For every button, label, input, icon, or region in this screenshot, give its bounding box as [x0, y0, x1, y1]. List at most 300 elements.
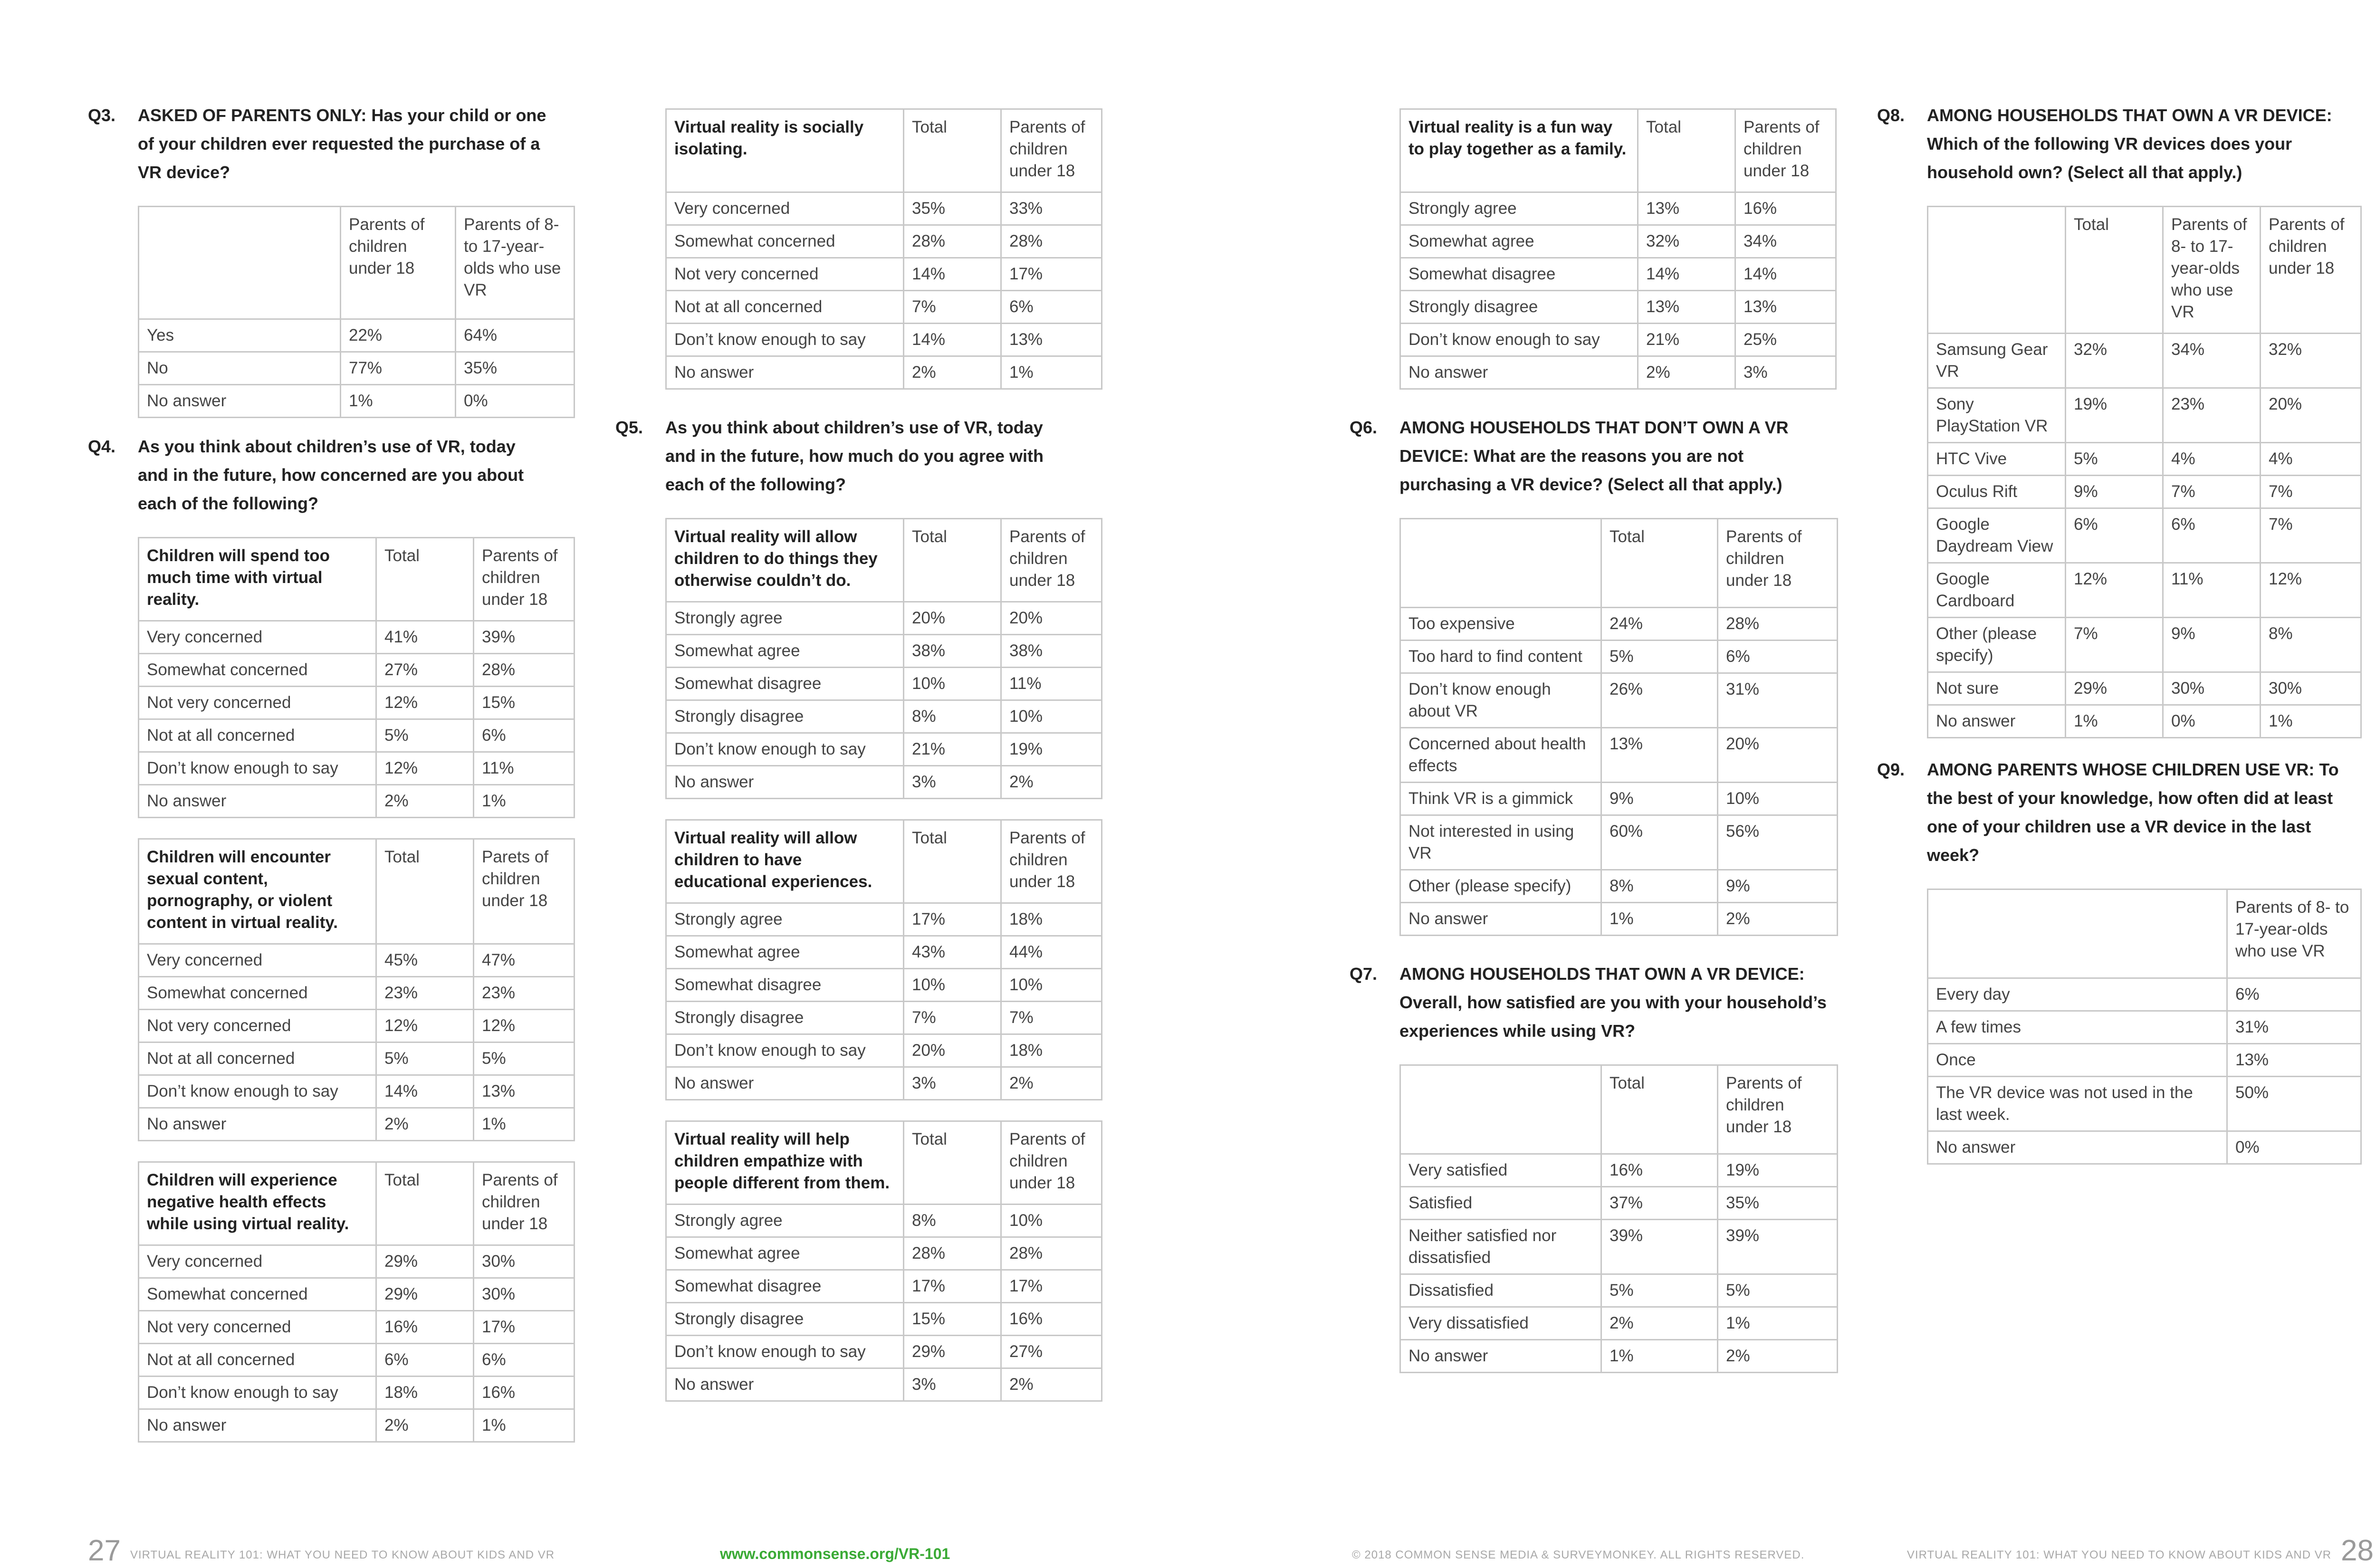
row-label: Think VR is a gimmick: [1400, 783, 1601, 815]
header-cell: Total: [376, 839, 474, 944]
row-label: Once: [1928, 1044, 2227, 1077]
table-row: [666, 1034, 1102, 1067]
table-row: [1400, 870, 1838, 903]
row-label: No answer: [666, 356, 904, 389]
header-cell: Total: [376, 538, 474, 621]
row-value: 1%: [474, 785, 575, 818]
row-label: Not at all concerned: [139, 1042, 376, 1075]
row-label: No answer: [1400, 903, 1601, 936]
table-row: [1400, 192, 1836, 225]
row-value: 2%: [376, 1409, 474, 1442]
row-label: Sony PlayStation VR: [1928, 388, 2066, 443]
publication-title: VIRTUAL REALITY 101: WHAT YOU NEED TO KNOW ABOUT KIDS AND VR: [130, 1549, 555, 1561]
row-label: No: [139, 352, 341, 385]
table-row: [666, 324, 1102, 356]
table-row: [1400, 291, 1836, 324]
row-value: 20%: [904, 1034, 1001, 1067]
row-value: 7%: [904, 291, 1001, 324]
row-value: 35%: [904, 192, 1001, 225]
row-label: Not at all concerned: [666, 291, 904, 324]
q6-table: [1399, 518, 1838, 936]
page-number: 28: [2341, 1534, 2374, 1567]
row-value: 28%: [1001, 225, 1102, 258]
header-cell: Parents of children under 18: [474, 1162, 575, 1245]
table-row: [666, 291, 1102, 324]
table-header-row: [139, 538, 575, 621]
row-value: 16%: [1001, 1303, 1102, 1336]
row-value: 5%: [376, 719, 474, 752]
table-header-row: [1928, 207, 2361, 334]
table-header-row: [1928, 889, 2361, 978]
row-value: 2%: [1001, 1368, 1102, 1401]
row-label: No answer: [1928, 705, 2066, 738]
row-value: 1%: [474, 1409, 575, 1442]
table-row: [1400, 608, 1838, 641]
row-value: 2%: [1718, 903, 1838, 936]
header-cell: Parents of children under 18: [1718, 519, 1838, 608]
row-value: 1%: [341, 385, 456, 418]
q5-table-3: [665, 1120, 1102, 1402]
header-cell: Total: [1638, 109, 1735, 192]
row-label: Don’t know enough about VR: [1400, 673, 1601, 728]
row-value: 1%: [1718, 1307, 1838, 1340]
table-row: [1928, 1011, 2361, 1044]
header-cell: Parents of children under 18: [1001, 109, 1102, 192]
row-value: 6%: [376, 1344, 474, 1377]
row-label: Somewhat agree: [666, 936, 904, 969]
row-value: 35%: [1718, 1187, 1838, 1220]
table-row: [1400, 225, 1836, 258]
row-value: 32%: [2066, 334, 2163, 388]
row-label: Very concerned: [139, 621, 376, 654]
question-text: AMONG PARENTS WHOSE CHILDREN USE VR: To the best of your knowledge, how often did at least one of your children use a VR device in the last week?: [1927, 760, 2339, 865]
row-label: Strongly agree: [666, 602, 904, 635]
row-value: 7%: [2163, 476, 2261, 508]
table-row: [666, 225, 1102, 258]
header-cell: Total: [1601, 519, 1718, 608]
statement-cell: Virtual reality is socially isolating.: [666, 109, 904, 192]
header-cell: Parets of children under 18: [474, 839, 575, 944]
row-value: 7%: [904, 1002, 1001, 1034]
row-value: 17%: [1001, 1270, 1102, 1303]
question-number: Q8.: [1877, 105, 1905, 125]
table-row: [139, 1108, 575, 1141]
row-value: 2%: [1001, 1067, 1102, 1100]
row-value: 32%: [2261, 334, 2361, 388]
table-row: [1928, 1131, 2361, 1164]
row-label: Very satisfied: [1400, 1154, 1601, 1187]
header-cell: Parents of children under 18: [1001, 1121, 1102, 1205]
row-value: 14%: [376, 1075, 474, 1108]
header-cell: Parents of 8- to 17-year-olds who use VR: [2163, 207, 2261, 334]
question-number: Q5.: [615, 418, 643, 437]
question-number: Q3.: [88, 105, 116, 125]
row-value: 7%: [2261, 476, 2361, 508]
row-label: No answer: [1400, 356, 1638, 389]
row-label: Strongly disagree: [666, 1002, 904, 1034]
table-header-row: [666, 109, 1102, 192]
row-value: 6%: [1718, 641, 1838, 673]
row-label: Somewhat concerned: [139, 1278, 376, 1311]
q8-table: [1927, 206, 2362, 738]
row-value: 18%: [1001, 903, 1102, 936]
table-row: [139, 977, 575, 1010]
row-value: 16%: [376, 1311, 474, 1344]
row-value: 9%: [1601, 783, 1718, 815]
footer-right: [1907, 1528, 2374, 1566]
table-row: [1400, 783, 1838, 815]
row-value: 20%: [2261, 388, 2361, 443]
row-value: 5%: [1601, 641, 1718, 673]
header-cell: Parents of children under 18: [341, 207, 456, 319]
row-label: Don’t know enough to say: [666, 324, 904, 356]
table-row: [139, 752, 575, 785]
row-value: 45%: [376, 944, 474, 977]
table-row: [139, 1010, 575, 1042]
table-row: [1400, 903, 1838, 936]
row-label: A few times: [1928, 1011, 2227, 1044]
row-value: 24%: [1601, 608, 1718, 641]
row-value: 8%: [1601, 870, 1718, 903]
q4-table-4: [665, 108, 1102, 390]
table-row: [666, 602, 1102, 635]
table-header-row: [139, 839, 575, 944]
row-value: 2%: [1001, 766, 1102, 799]
q5-block: [615, 413, 1105, 1402]
row-value: 11%: [474, 752, 575, 785]
table-row: [1400, 1340, 1838, 1373]
website-link[interactable]: www.commonsense.org/VR-101: [720, 1545, 950, 1562]
row-value: 16%: [1735, 192, 1836, 225]
row-value: 8%: [904, 700, 1001, 733]
row-label: Too hard to find content: [1400, 641, 1601, 673]
table-row: [666, 700, 1102, 733]
row-label: Very concerned: [139, 944, 376, 977]
table-row: [139, 1278, 575, 1311]
row-value: 38%: [1001, 635, 1102, 668]
footer-left: [88, 1528, 555, 1566]
publication-title: VIRTUAL REALITY 101: WHAT YOU NEED TO KNOW ABOUT KIDS AND VR: [1907, 1549, 2332, 1561]
row-value: 11%: [1001, 668, 1102, 700]
row-label: Google Daydream View: [1928, 508, 2066, 563]
row-value: 13%: [1601, 728, 1718, 783]
header-cell: Total: [2066, 207, 2163, 334]
row-label: Don’t know enough to say: [1400, 324, 1638, 356]
row-label: Don’t know enough to say: [666, 1034, 904, 1067]
row-value: 14%: [1735, 258, 1836, 291]
row-value: 26%: [1601, 673, 1718, 728]
question-text: AMONG HOUSEHOLDS THAT OWN A VR DEVICE: Which of the following VR devices does your household own? (Select all that apply.): [1927, 105, 2332, 182]
row-value: 23%: [376, 977, 474, 1010]
row-value: 18%: [1001, 1034, 1102, 1067]
row-value: 13%: [1001, 324, 1102, 356]
row-value: 33%: [1001, 192, 1102, 225]
header-cell: [1928, 207, 2066, 334]
row-label: Not interested in using VR: [1400, 815, 1601, 870]
footer-copyright-wrap: [1352, 1528, 1804, 1566]
header-cell: Total: [904, 109, 1001, 192]
row-value: 1%: [2066, 705, 2163, 738]
table-row: [1928, 388, 2361, 443]
row-value: 43%: [904, 936, 1001, 969]
row-value: 8%: [904, 1205, 1001, 1237]
row-value: 31%: [2227, 1011, 2361, 1044]
row-value: 21%: [1638, 324, 1735, 356]
row-value: 16%: [474, 1377, 575, 1409]
table-row: [1928, 978, 2361, 1011]
row-label: Very concerned: [666, 192, 904, 225]
row-label: Other (please specify): [1928, 618, 2066, 672]
header-cell: [1400, 1065, 1601, 1154]
row-value: 7%: [2066, 618, 2163, 672]
row-value: 35%: [456, 352, 575, 385]
row-label: Other (please specify): [1400, 870, 1601, 903]
row-label: Strongly disagree: [666, 1303, 904, 1336]
table-row: [139, 1042, 575, 1075]
row-value: 5%: [1601, 1274, 1718, 1307]
table-row: [1400, 1307, 1838, 1340]
row-label: Too expensive: [1400, 608, 1601, 641]
statement-cell: Children will experience negative health effects while using virtual reality.: [139, 1162, 376, 1245]
row-label: Google Cardboard: [1928, 563, 2066, 618]
table-row: [139, 621, 575, 654]
row-value: 6%: [1001, 291, 1102, 324]
row-value: 22%: [341, 319, 456, 352]
row-value: 28%: [904, 225, 1001, 258]
row-value: 18%: [376, 1377, 474, 1409]
row-value: 10%: [1718, 783, 1838, 815]
row-value: 14%: [1638, 258, 1735, 291]
row-value: 28%: [1718, 608, 1838, 641]
table-row: [666, 1303, 1102, 1336]
row-value: 9%: [1718, 870, 1838, 903]
row-value: 34%: [1735, 225, 1836, 258]
question-text: AMONG HOUSEHOLDS THAT OWN A VR DEVICE: Overall, how satisfied are you with your household’s experiences while using VR?: [1399, 964, 1827, 1041]
table-row: [1928, 476, 2361, 508]
row-value: 4%: [2261, 443, 2361, 476]
row-value: 6%: [474, 719, 575, 752]
table-row: [1400, 324, 1836, 356]
q4-block: [88, 432, 577, 1443]
row-value: 6%: [2066, 508, 2163, 563]
row-value: 5%: [2066, 443, 2163, 476]
q9-block: [1877, 755, 2366, 1165]
row-value: 39%: [1601, 1220, 1718, 1274]
row-label: Don’t know enough to say: [139, 752, 376, 785]
row-value: 13%: [1735, 291, 1836, 324]
row-value: 1%: [474, 1108, 575, 1141]
header-cell: Total: [904, 1121, 1001, 1205]
header-cell: Parents of 8- to 17-year-olds who use VR: [456, 207, 575, 319]
row-value: 39%: [1718, 1220, 1838, 1274]
row-value: 56%: [1718, 815, 1838, 870]
row-label: Oculus Rift: [1928, 476, 2066, 508]
table-row: [1400, 1274, 1838, 1307]
row-value: 0%: [2227, 1131, 2361, 1164]
row-label: Somewhat concerned: [139, 977, 376, 1010]
row-label: No answer: [139, 785, 376, 818]
table-row: [666, 1067, 1102, 1100]
table-row: [666, 258, 1102, 291]
statement-cell: Virtual reality will allow children to do things they otherwise couldn’t do.: [666, 519, 904, 602]
q4-table-3: [138, 1161, 575, 1443]
row-label: Somewhat agree: [666, 635, 904, 668]
statement-cell: Virtual reality will allow children to have educational experiences.: [666, 820, 904, 903]
row-value: 6%: [2163, 508, 2261, 563]
table-row: [1400, 258, 1836, 291]
row-label: Somewhat disagree: [666, 1270, 904, 1303]
table-header-row: [1400, 519, 1838, 608]
row-label: Every day: [1928, 978, 2227, 1011]
row-value: 34%: [2163, 334, 2261, 388]
table-row: [1928, 618, 2361, 672]
row-value: 5%: [1718, 1274, 1838, 1307]
row-label: No answer: [139, 1409, 376, 1442]
row-label: Yes: [139, 319, 341, 352]
row-value: 28%: [474, 654, 575, 687]
row-label: HTC Vive: [1928, 443, 2066, 476]
row-label: Not very concerned: [139, 687, 376, 719]
header-cell: Parents of children under 18: [1001, 820, 1102, 903]
row-value: 64%: [456, 319, 575, 352]
row-label: Somewhat concerned: [139, 654, 376, 687]
row-value: 29%: [376, 1245, 474, 1278]
q7-table: [1399, 1064, 1838, 1373]
table-row: [666, 936, 1102, 969]
q4-table-1: [138, 537, 575, 818]
statement-cell: Children will spend too much time with virtual reality.: [139, 538, 376, 621]
row-value: 14%: [904, 258, 1001, 291]
copyright-text: © 2018 COMMON SENSE MEDIA & SURVEYMONKEY. ALL RIGHTS RESERVED.: [1352, 1549, 1805, 1561]
row-value: 17%: [904, 903, 1001, 936]
row-value: 17%: [904, 1270, 1001, 1303]
row-value: 30%: [474, 1245, 575, 1278]
page-number: 27: [88, 1534, 121, 1567]
row-value: 1%: [2261, 705, 2361, 738]
row-value: 3%: [904, 1067, 1001, 1100]
q3-table: [138, 206, 575, 418]
row-value: 7%: [2261, 508, 2361, 563]
row-label: Don’t know enough to say: [139, 1377, 376, 1409]
row-value: 10%: [904, 668, 1001, 700]
row-value: 11%: [2163, 563, 2261, 618]
row-value: 3%: [1735, 356, 1836, 389]
table-row: [1928, 443, 2361, 476]
question-number: Q9.: [1877, 760, 1905, 779]
table-row: [139, 1377, 575, 1409]
question-number: Q6.: [1350, 418, 1378, 437]
row-value: 21%: [904, 733, 1001, 766]
table-header-row: [1400, 1065, 1838, 1154]
row-value: 2%: [376, 1108, 474, 1141]
q5-table-1: [665, 518, 1102, 799]
question-text: As you think about children’s use of VR, today and in the future, how much do you agree with each of the following?: [665, 418, 1044, 494]
table-row: [666, 1336, 1102, 1368]
row-label: Don’t know enough to say: [139, 1075, 376, 1108]
table-row: [139, 319, 575, 352]
row-label: No answer: [1928, 1131, 2227, 1164]
row-value: 60%: [1601, 815, 1718, 870]
header-cell: Parents of children under 18: [2261, 207, 2361, 334]
row-value: 50%: [2227, 1077, 2361, 1131]
header-cell: [1928, 889, 2227, 978]
table-header-row: [139, 1162, 575, 1245]
header-cell: [1400, 519, 1601, 608]
row-value: 2%: [376, 785, 474, 818]
row-value: 37%: [1601, 1187, 1718, 1220]
q9-table: [1927, 889, 2362, 1165]
table-row: [139, 719, 575, 752]
table-row: [666, 733, 1102, 766]
row-value: 10%: [1001, 1205, 1102, 1237]
question-text: AMONG HOUSEHOLDS THAT DON’T OWN A VR DEVICE: What are the reasons you are not purchasing a VR device? (Select all that apply.): [1399, 418, 1789, 494]
row-value: 28%: [1001, 1237, 1102, 1270]
question-number: Q4.: [88, 437, 116, 456]
row-label: No answer: [139, 1108, 376, 1141]
row-value: 2%: [1601, 1307, 1718, 1340]
row-value: 29%: [376, 1278, 474, 1311]
q6-block: [1350, 413, 1839, 936]
row-value: 1%: [1601, 903, 1718, 936]
row-label: Not very concerned: [666, 258, 904, 291]
row-value: 44%: [1001, 936, 1102, 969]
header-cell: Total: [904, 820, 1001, 903]
row-label: Concerned about health effects: [1400, 728, 1601, 783]
table-row: [666, 1237, 1102, 1270]
table-header-row: [666, 1121, 1102, 1205]
row-label: Somewhat concerned: [666, 225, 904, 258]
row-value: 29%: [904, 1336, 1001, 1368]
row-label: Not at all concerned: [139, 1344, 376, 1377]
table-row: [1928, 1044, 2361, 1077]
table-row: [139, 687, 575, 719]
row-value: 12%: [376, 1010, 474, 1042]
row-value: 1%: [1001, 356, 1102, 389]
row-label: Very dissatisfied: [1400, 1307, 1601, 1340]
row-value: 27%: [376, 654, 474, 687]
table-row: [1928, 508, 2361, 563]
q7-block: [1350, 960, 1839, 1373]
row-value: 39%: [474, 621, 575, 654]
row-value: 20%: [1001, 602, 1102, 635]
row-value: 2%: [1718, 1340, 1838, 1373]
row-label: Strongly agree: [666, 903, 904, 936]
table-row: [139, 654, 575, 687]
row-value: 20%: [904, 602, 1001, 635]
row-value: 15%: [474, 687, 575, 719]
row-label: No answer: [666, 1067, 904, 1100]
row-label: Satisfied: [1400, 1187, 1601, 1220]
row-label: Very concerned: [139, 1245, 376, 1278]
row-value: 8%: [2261, 618, 2361, 672]
header-cell: Parents of children under 18: [474, 538, 575, 621]
row-label: No answer: [139, 385, 341, 418]
row-label: Not very concerned: [139, 1010, 376, 1042]
row-value: 5%: [376, 1042, 474, 1075]
row-value: 6%: [2227, 978, 2361, 1011]
table-row: [666, 668, 1102, 700]
row-label: No answer: [666, 766, 904, 799]
row-value: 41%: [376, 621, 474, 654]
question-text: ASKED OF PARENTS ONLY: Has your child or one of your children ever requested the purchase of a VR device?: [138, 105, 546, 182]
table-row: [139, 1409, 575, 1442]
row-value: 13%: [2227, 1044, 2361, 1077]
table-row: [1928, 705, 2361, 738]
row-label: Not very concerned: [139, 1311, 376, 1344]
table-row: [666, 1002, 1102, 1034]
row-value: 16%: [1601, 1154, 1718, 1187]
row-value: 10%: [904, 969, 1001, 1002]
